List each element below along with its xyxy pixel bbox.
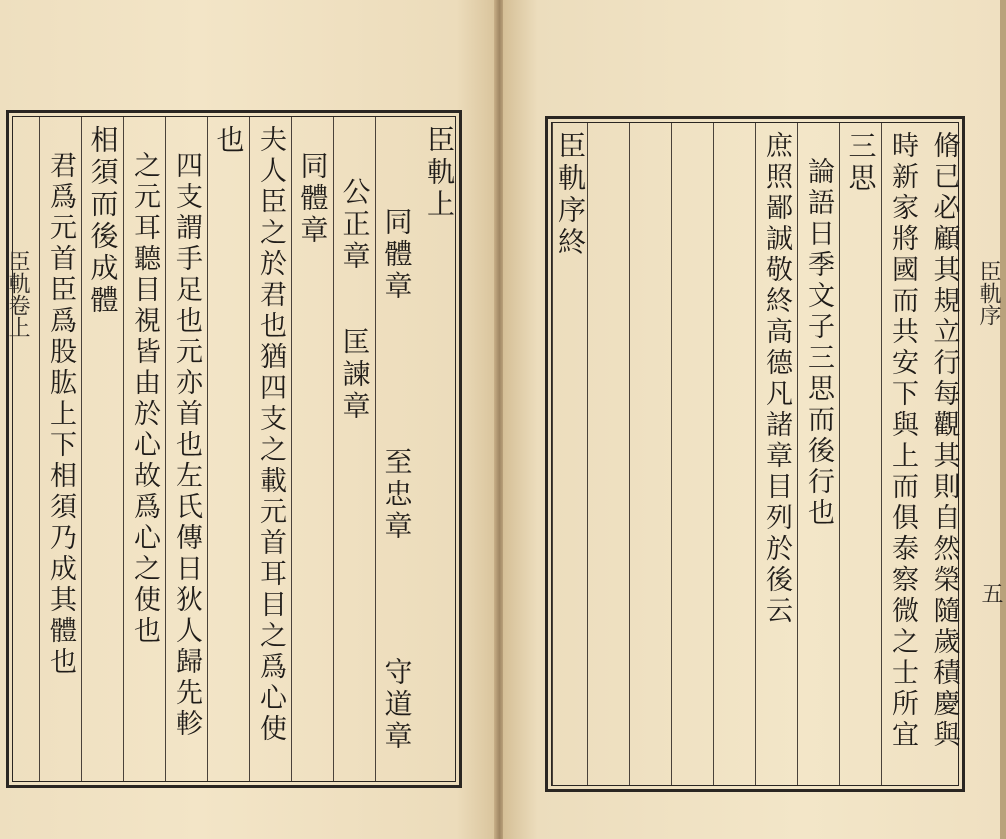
main-text: 夫人臣之於君也猶四支之載元首耳目之爲心使 — [255, 125, 286, 745]
commentary-text: 四支謂手足也元亦首也左氏傳日狄人歸先軫 — [171, 151, 202, 740]
main-text: 時新家將國而共安下與上而俱泰察微之士所宜 — [887, 131, 918, 751]
toc-entry: 至忠章 — [380, 447, 414, 543]
left-col-1 — [417, 117, 461, 781]
left-col-2 — [375, 117, 417, 781]
toc-entry: 公正章 — [338, 177, 372, 273]
main-text: 三思 — [844, 131, 878, 195]
left-col-6 — [207, 117, 249, 781]
toc-entry: 匡諫章 — [338, 327, 372, 423]
right-inner-frame — [551, 122, 959, 786]
folio-number: 五 — [978, 582, 1003, 604]
right-col-8 — [629, 123, 671, 785]
main-text: 脩已必顧其規立行每觀其則自然榮隨歲積慶與 — [928, 131, 960, 751]
right-page — [503, 0, 1003, 839]
right-col-6 — [713, 123, 755, 785]
left-page — [0, 0, 496, 839]
commentary-text: 論語日季文子三思而後行也 — [803, 157, 834, 529]
right-col-1 — [923, 123, 965, 785]
commentary-text: 君爲元首臣爲股肱上下相須乃成其體也 — [45, 151, 76, 678]
left-inner-frame — [12, 116, 456, 782]
left-col-9 — [81, 117, 123, 781]
main-text: 庶照鄙誠敬終高德凡諸章目列於後云 — [761, 131, 792, 627]
right-col-10 — [552, 123, 587, 785]
main-text: 也 — [212, 125, 246, 157]
left-text-frame — [6, 110, 462, 788]
left-col-4 — [291, 117, 333, 781]
left-col-10 — [39, 117, 81, 781]
toc-entry: 守道章 — [380, 657, 414, 753]
toc-entry: 同體章 — [380, 207, 414, 303]
right-fold-label: 臣軌序 — [976, 260, 1001, 326]
left-col-8 — [123, 117, 165, 781]
preface-end: 臣軌序終 — [554, 131, 587, 259]
right-col-4 — [797, 123, 839, 785]
left-col-3 — [333, 117, 375, 781]
right-col-7 — [671, 123, 713, 785]
left-col-7 — [165, 117, 207, 781]
left-col-5 — [249, 117, 291, 781]
right-col-2 — [881, 123, 923, 785]
chapter-heading: 臣軌上 — [423, 125, 456, 221]
right-col-9 — [587, 123, 629, 785]
right-text-frame — [545, 116, 965, 792]
commentary-text: 之元耳聽目視皆由於心故爲心之使也 — [129, 151, 160, 647]
section-heading: 同體章 — [296, 151, 330, 247]
right-col-5 — [755, 123, 797, 785]
left-fold-label: 臣軌卷上 — [5, 250, 30, 338]
right-col-3 — [839, 123, 881, 785]
main-text: 相須而後成體 — [86, 125, 120, 317]
